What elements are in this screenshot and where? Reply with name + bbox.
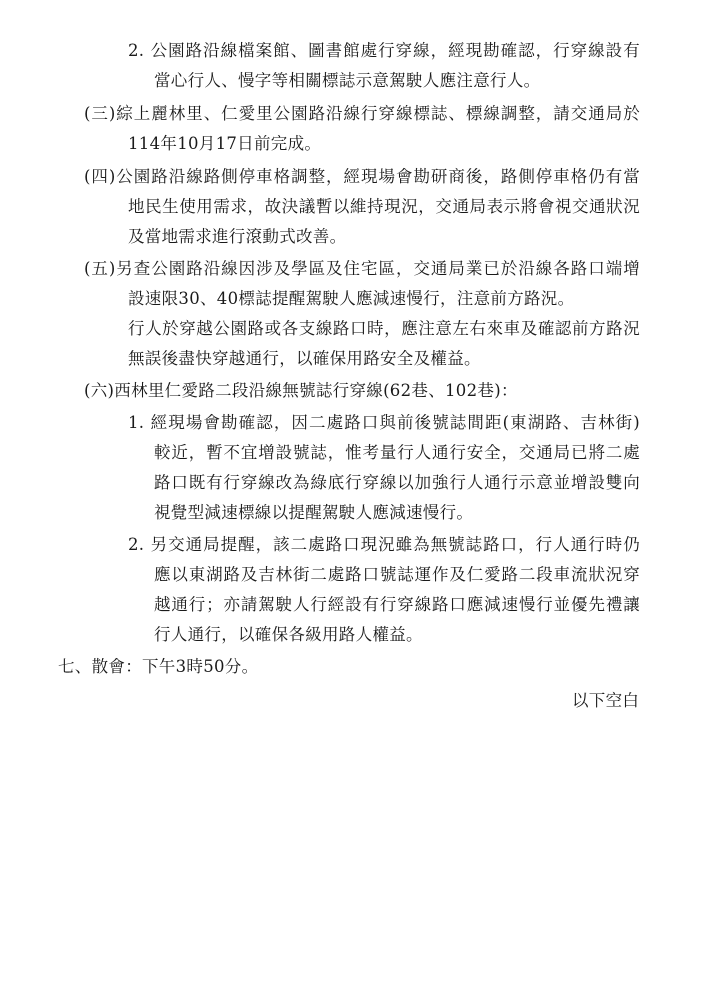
section-6-item-1-line-3: 路口既有行穿線改為綠底行穿線以加強行人通行示意並增設雙向 bbox=[154, 473, 640, 492]
section-6-item-2-line-2: 應以東湖路及吉林街二處路口號誌運作及仁愛路二段車流狀況穿 bbox=[154, 565, 640, 584]
section-6-item-2-line-4: 行人通行，以確保各級用路人權益。 bbox=[154, 625, 423, 644]
section-6-item-2-line-1: 2. 另交通局提醒，該二處路口現況雖為無號誌路口，行人通行時仍 bbox=[128, 535, 640, 554]
adjournment: 七、散會：下午3時50分。 bbox=[58, 657, 259, 676]
item-2-line-1: 2. 公園路沿線檔案館、圖書館處行穿線，經現勘確認，行穿線設有 bbox=[128, 41, 640, 60]
section-5-line-4: 無誤後盡快穿越通行，以確保用路安全及權益。 bbox=[128, 349, 481, 368]
section-4-line-2: 地民生使用需求，故決議暫以維持現況，交通局表示將會視交通狀況 bbox=[128, 197, 640, 216]
section-6-item-1-line-4: 視覺型減速標線以提醒駕駛人應減速慢行。 bbox=[154, 503, 474, 522]
section-6-item-2-line-3: 越通行；亦請駕駛人行經設有行穿線路口應減速慢行並優先禮讓 bbox=[154, 595, 640, 614]
section-3-line-1: (三)綜上麗林里、仁愛里公園路沿線行穿線標誌、標線調整，請交通局於 bbox=[84, 104, 640, 123]
blank-remainder-note: 以下空白 bbox=[572, 691, 640, 710]
item-2-line-2: 當心行人、慢字等相關標誌示意駕駛人應注意行人。 bbox=[154, 71, 541, 90]
section-5-line-3: 行人於穿越公園路或各支線路口時，應注意左右來車及確認前方路況 bbox=[128, 319, 640, 338]
section-6-heading: (六)西林里仁愛路二段沿線無號誌行穿線(62巷、102巷)： bbox=[84, 381, 518, 400]
section-4-line-3: 及當地需求進行滾動式改善。 bbox=[128, 227, 347, 246]
section-6-item-1-line-2: 較近，暫不宜增設號誌，惟考量行人通行安全，交通局已將二處 bbox=[154, 443, 640, 462]
section-4-line-1: (四)公園路沿線路側停車格調整，經現場會勘研商後，路側停車格仍有當 bbox=[84, 167, 640, 186]
section-6-item-1-line-1: 1. 經現場會勘確認，因二處路口與前後號誌間距(東湖路、吉林街) bbox=[128, 413, 640, 432]
section-5-line-2: 設速限30、40標誌提醒駕駛人應減速慢行，注意前方路況。 bbox=[128, 289, 575, 308]
section-3-line-2: 114年10月17日前完成。 bbox=[128, 134, 322, 153]
section-5-line-1: (五)另查公園路沿線因涉及學區及住宅區，交通局業已於沿線各路口端增 bbox=[84, 259, 640, 278]
